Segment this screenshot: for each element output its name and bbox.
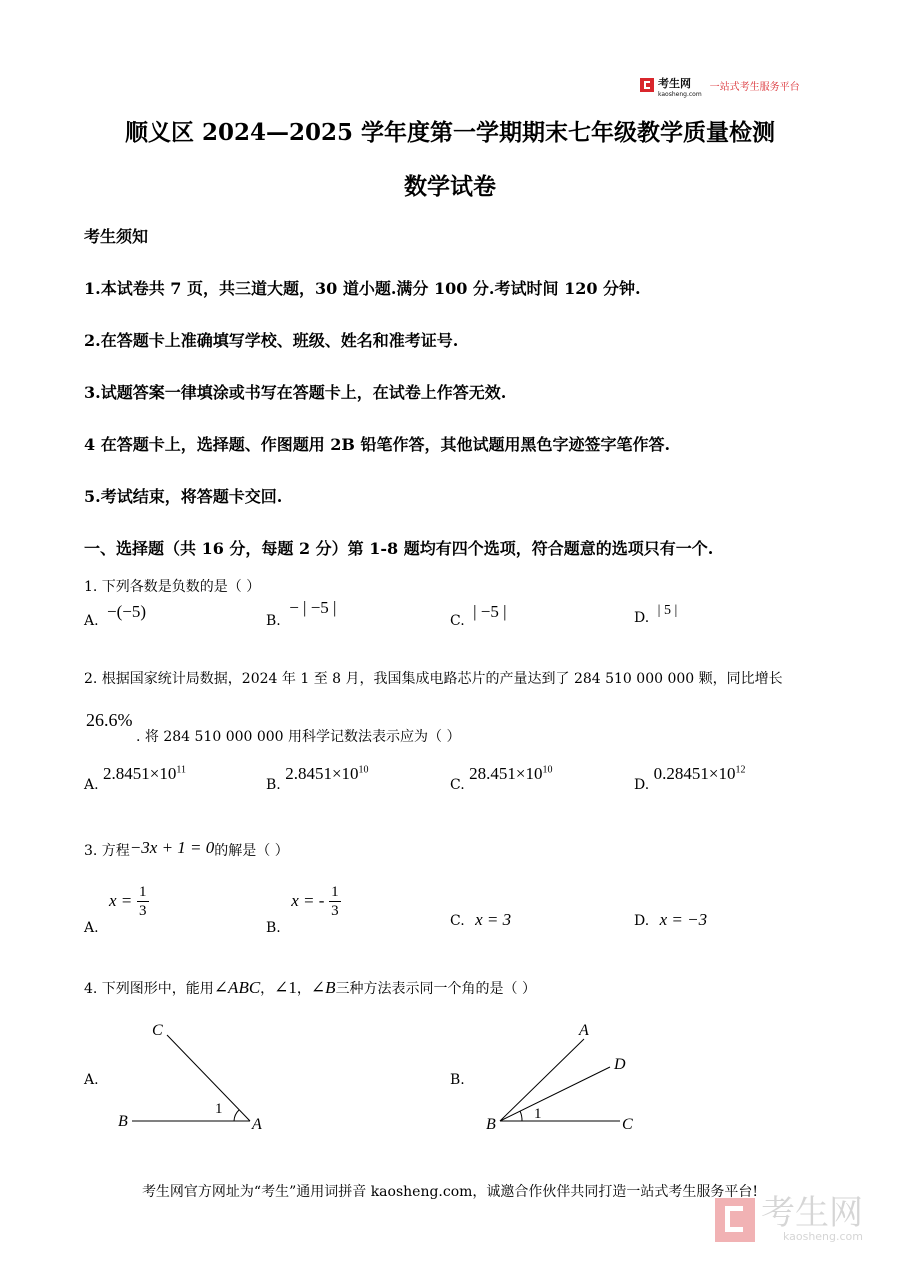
- option-expr: x = 3: [475, 910, 512, 929]
- option-base: 0.28451×10: [653, 764, 736, 783]
- fraction-bar: [329, 901, 341, 902]
- option-label: C.: [450, 613, 465, 629]
- option-base: 2.8451×10: [285, 764, 359, 783]
- option-expr: − | −5 |: [289, 598, 337, 617]
- q3-option-c: [450, 910, 511, 930]
- watermark-site: kaosheng.com: [782, 1230, 863, 1243]
- q1-option-b: [266, 598, 337, 630]
- option-exp: 10: [542, 764, 553, 776]
- option-label: B.: [266, 777, 281, 793]
- notice-item: 2.在答题卡上准确填写学校、班级、姓名和准考证号.: [84, 331, 459, 350]
- q3-option-b: [266, 884, 341, 936]
- question-1-stem: 1. 下列各数是负数的是（ ）: [84, 579, 261, 595]
- logo-name: 考生网: [658, 77, 691, 90]
- option-fraction: [137, 884, 149, 919]
- option-fraction: [329, 884, 341, 919]
- option-exp: 12: [735, 764, 746, 776]
- q4-angle-1: ∠1: [274, 978, 297, 997]
- point-label: C: [622, 1116, 633, 1133]
- option-label: D.: [634, 913, 650, 929]
- option-expr: | −5 |: [473, 602, 507, 621]
- question-4-stem: [84, 978, 536, 998]
- ray-ac: [167, 1035, 250, 1121]
- footer-text: 考生网官方网址为“考生”通用词拼音 kaosheng.com，诚邀合作伙伴共同打造一站式考生服务平台!: [141, 1184, 759, 1200]
- q1-option-a: [84, 602, 147, 630]
- option-expr: −(−5): [107, 602, 147, 621]
- question-2-stem: 2. 根据国家统计局数据，2024 年 1 至 8 月，我国集成电路芯片的产量达到了 284 510 000 000 颗，同比增长: [84, 671, 783, 687]
- q2-percent: 26.6%: [86, 710, 133, 730]
- question-2-stem-cont: . 将 284 510 000 000 用科学记数法表示应为（ ）: [136, 729, 461, 745]
- numerator: 1: [331, 884, 339, 900]
- notice-item: 1.本试卷共 7 页，共三道大题，30 道小题.满分 100 分.考试时间 120 分钟.: [84, 279, 641, 298]
- option-base: 28.451×10: [469, 764, 543, 783]
- q4-angle-b: ∠B: [310, 978, 336, 997]
- q3-stem-post: 的解是（ ）: [214, 843, 289, 859]
- watermark-text: [761, 1193, 863, 1243]
- q1-option-d: [634, 603, 678, 627]
- header-logo: [640, 72, 800, 98]
- option-expr: | 5 |: [657, 603, 678, 618]
- option-label: D.: [634, 610, 650, 626]
- option-label: B.: [266, 919, 281, 936]
- exam-subtitle: 数学试卷: [404, 173, 496, 200]
- angle-arc: [520, 1111, 522, 1121]
- q3-option-d: [634, 910, 707, 930]
- watermark: [715, 1193, 863, 1243]
- q4-sep: ，: [296, 981, 311, 997]
- question-3-stem: [84, 840, 289, 860]
- q3-stem-pre: 3. 方程: [84, 843, 130, 859]
- option-label: D.: [634, 777, 650, 793]
- watermark-logo-icon: [715, 1198, 755, 1242]
- option-label: C.: [450, 777, 465, 793]
- notice-item: 5.考试结束，将答题卡交回.: [84, 487, 283, 506]
- denominator: 3: [331, 903, 339, 919]
- option-label: A.: [84, 777, 99, 793]
- q4-figure-a: [110, 1015, 280, 1135]
- option-exp: 11: [176, 764, 186, 776]
- point-label: D: [614, 1056, 626, 1073]
- option-expr: [469, 764, 552, 783]
- q4-option-a-label: A.: [84, 1072, 99, 1088]
- option-label: A.: [84, 613, 99, 629]
- notice-heading: 考生须知: [84, 227, 149, 246]
- point-label: A: [579, 1022, 589, 1039]
- exam-title: 顺义区 2024—2025 学年度第一学期期末七年级教学质量检测: [124, 119, 776, 146]
- notice-item: 3.试题答案一律填涂或书写在答题卡上，在试卷上作答无效.: [84, 383, 507, 402]
- ray-ba: [500, 1039, 584, 1121]
- option-lhs: x = -: [291, 890, 325, 910]
- denominator: 3: [139, 903, 147, 919]
- q4-stem-post: 三种方法表示同一个角的是（ ）: [335, 981, 537, 997]
- q4-figure-b: [480, 1015, 650, 1135]
- q4-sep: ，: [260, 981, 275, 997]
- q3-equation: −3x + 1 = 0: [129, 838, 215, 857]
- section-heading: 一、选择题（共 16 分，每题 2 分）第 1-8 题均有四个选项，符合题意的选项只有一个.: [84, 539, 714, 558]
- option-label: C.: [450, 913, 465, 929]
- point-label: C: [152, 1022, 163, 1039]
- q4-angle-abc: ∠ABC: [213, 978, 261, 997]
- logo-site: kaosheng.com: [658, 91, 702, 98]
- option-label: A.: [84, 919, 99, 936]
- logo-tagline: 一站式考生服务平台: [709, 81, 800, 93]
- option-expr: x = −3: [659, 910, 708, 929]
- option-expr: [654, 764, 746, 783]
- option-base: 2.8451×10: [103, 764, 177, 783]
- ray-bd: [500, 1067, 610, 1121]
- option-exp: 10: [358, 764, 369, 776]
- logo-text: [658, 72, 702, 98]
- q1-option-c: [450, 602, 507, 630]
- option-expr: [103, 764, 186, 783]
- numerator: 1: [139, 884, 147, 900]
- point-label: B: [486, 1116, 496, 1133]
- option-expr: [285, 764, 368, 783]
- angle-label: 1: [534, 1106, 542, 1122]
- q3-option-a: [84, 884, 149, 936]
- angle-label: 1: [215, 1101, 223, 1117]
- notice-item: 4 在答题卡上，选择题、作图题用 2B 铅笔作答，其他试题用黑色字迹签字笔作答.: [84, 435, 671, 454]
- option-lhs: x =: [109, 890, 133, 910]
- kaosheng-logo-icon: [640, 78, 654, 92]
- point-label: A: [252, 1116, 262, 1133]
- fraction-bar: [137, 901, 149, 902]
- point-label: B: [118, 1113, 128, 1130]
- option-label: B.: [266, 613, 281, 629]
- q4-option-b-label: B.: [450, 1072, 465, 1088]
- watermark-name: 考生网: [761, 1193, 863, 1233]
- angle-arc: [234, 1110, 239, 1121]
- q4-stem-pre: 4. 下列图形中，能用: [84, 981, 214, 997]
